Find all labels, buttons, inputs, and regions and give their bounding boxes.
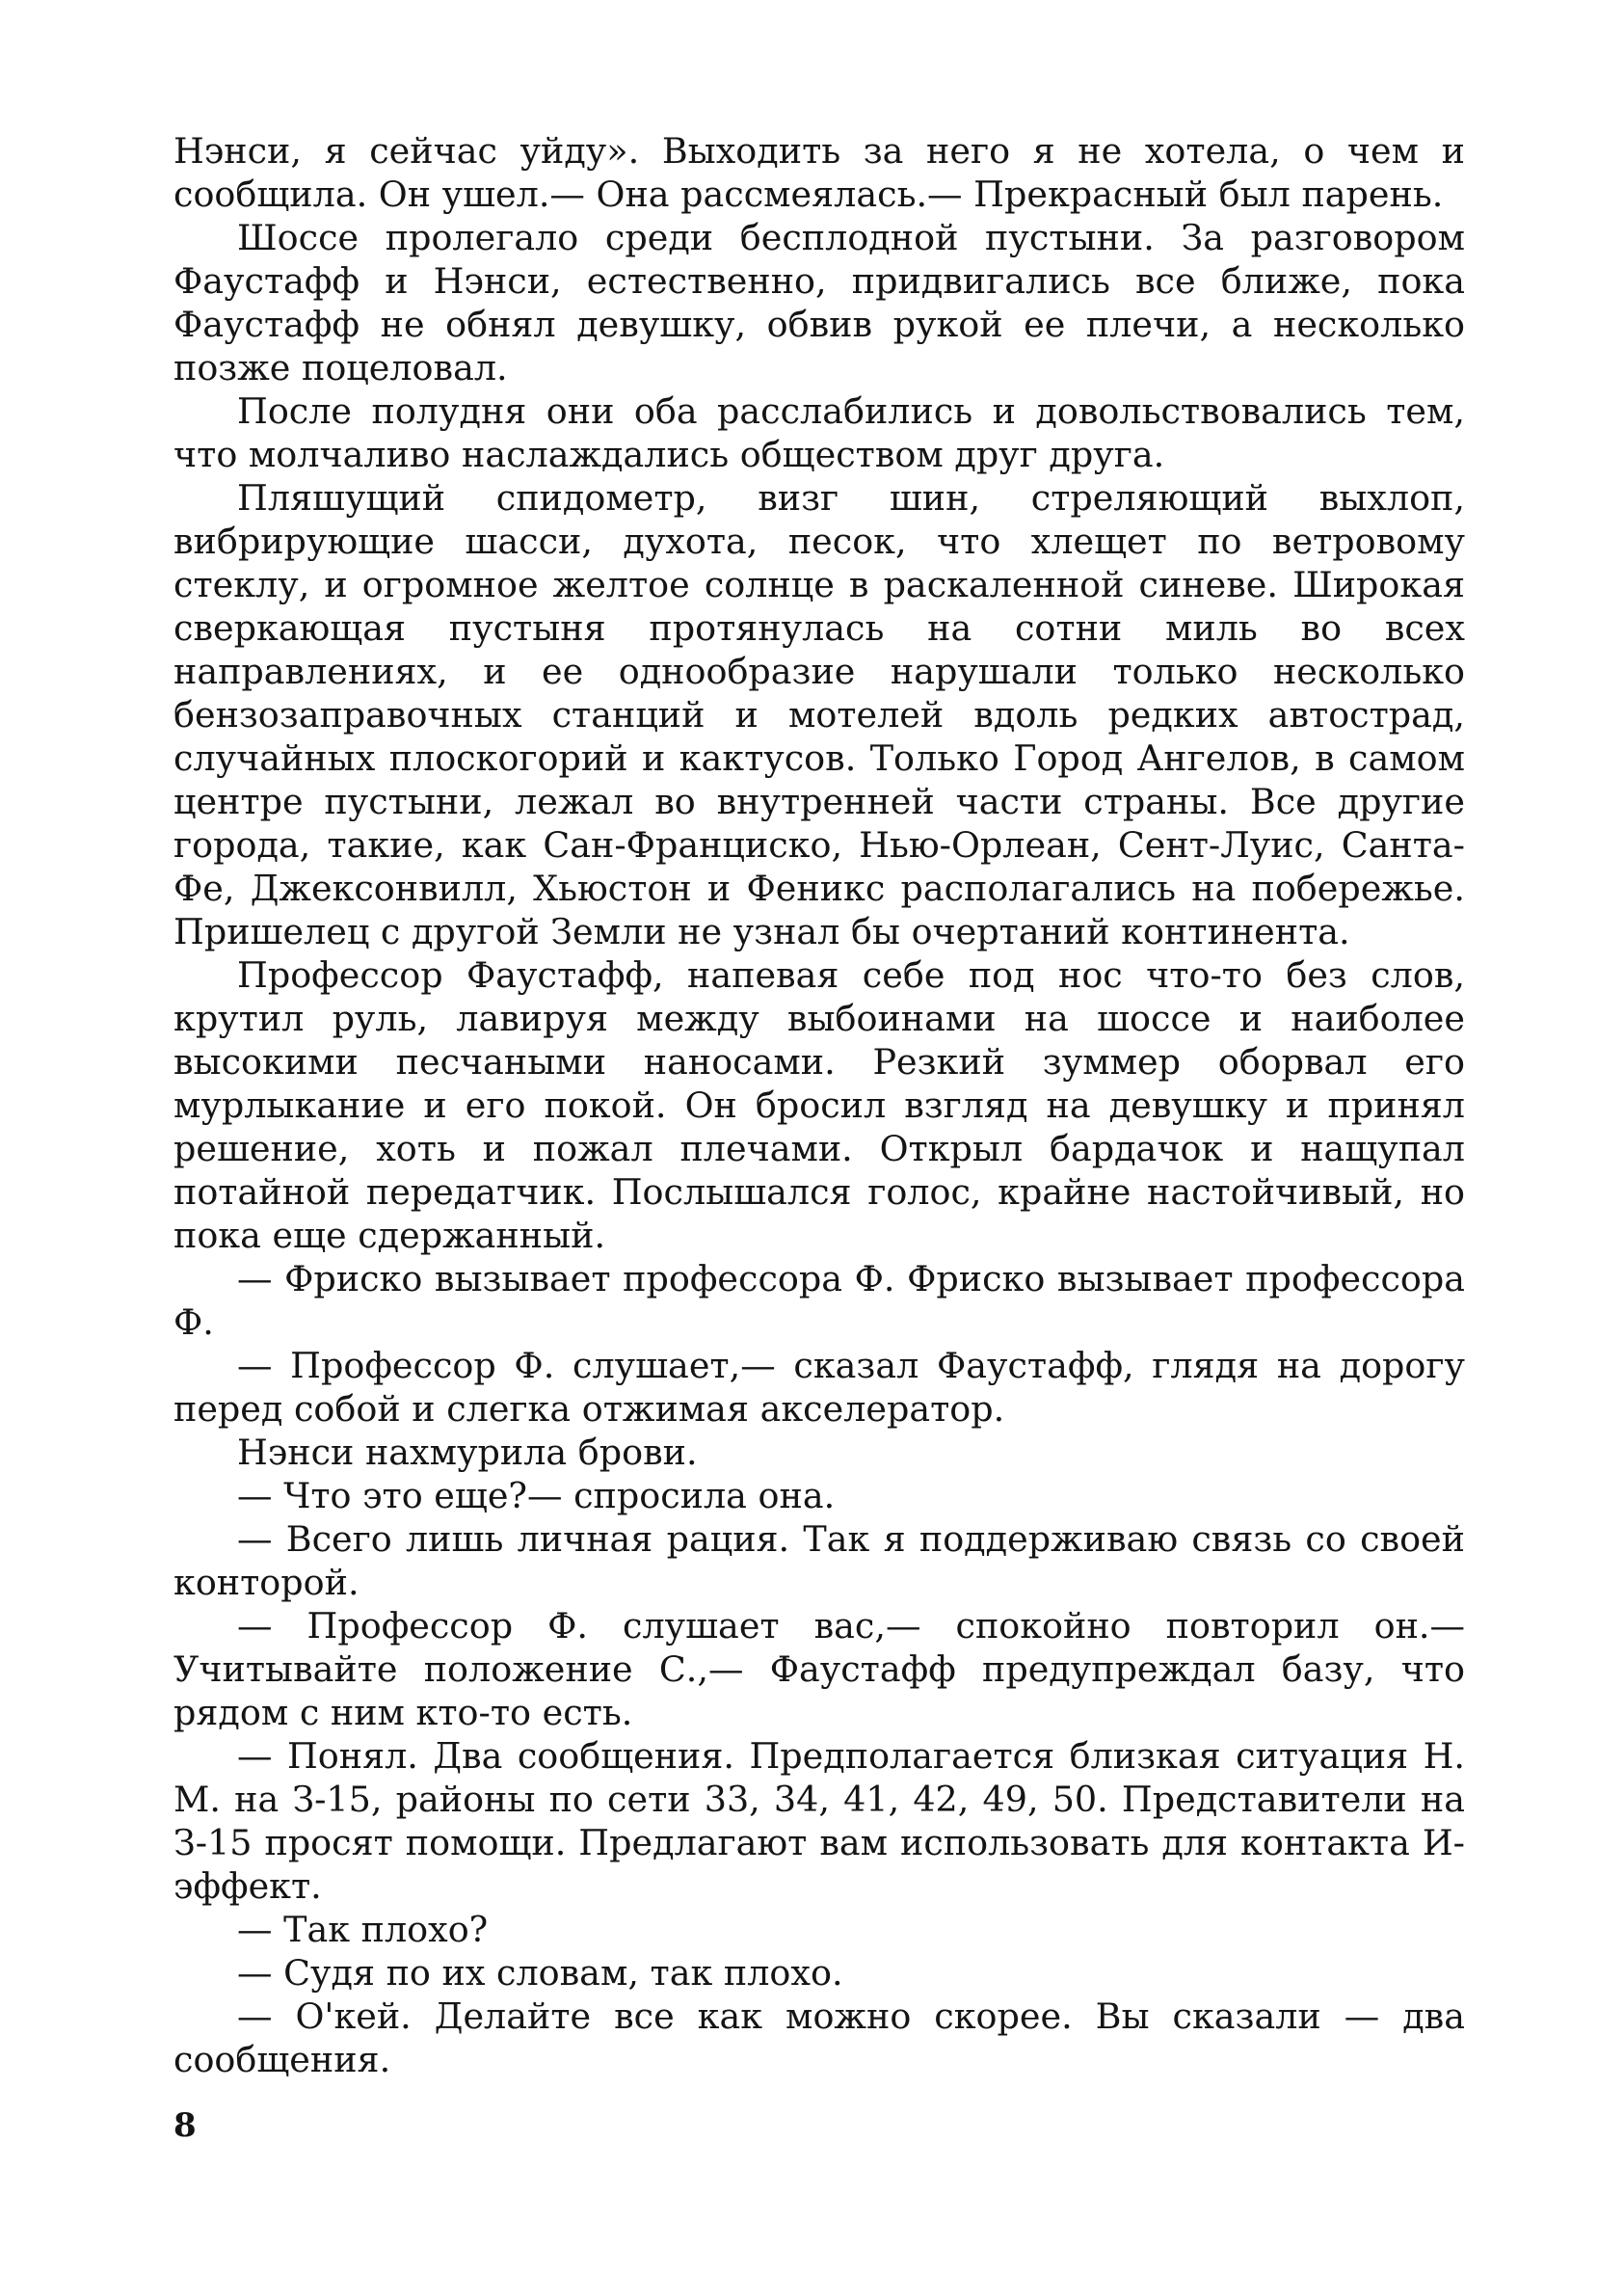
dialogue-line: — Профессор Ф. слушает,— сказал Фаустафф, глядя на дорогу перед собой и слегка отжимая акселератор. <box>173 1345 1465 1430</box>
dialogue-line: — Фриско вызывает профессора Ф. Фриско вызывает профессора Ф. <box>173 1258 1465 1343</box>
paragraph-continuation: Нэнси, я сейчас уйду». Выходить за него я не хотела, о чем и сообщила. Он ушел.— Она рассмеялась.— Прекрасный был парень. <box>173 130 1465 215</box>
dialogue-line: — Так плохо? <box>237 1909 489 1950</box>
body-text <box>173 129 1465 2081</box>
paragraph: Шоссе пролегало среди бесплодной пустыни. За разговором Фаустафф и Нэнси, естественно, придвигались все ближе, пока Фаустафф не обнял девушку, обвив рукой ее плечи, а несколько позже поцеловал. <box>173 217 1465 388</box>
dialogue-line: — Всего лишь личная рация. Так я поддерживаю связь со своей конторой. <box>173 1518 1465 1603</box>
dialogue-line: — О'кей. Делайте все как можно скорее. Вы сказали — два сообщения. <box>173 1995 1465 2080</box>
dialogue-line: — Что это еще?— спросила она. <box>237 1475 836 1516</box>
page-number: 8 <box>173 2106 197 2145</box>
paragraph: После полудня они оба расслабились и довольствовались тем, что молчаливо наслаждались обществом друг друга. <box>173 390 1465 475</box>
dialogue-line: — Понял. Два сообщения. Предполагается близкая ситуация Н. М. на З-15, районы по сети 33, 34, 41, 42, 49, 50. Представители на З-15 просят помощи. Предлагают вам использовать для контакта И-эффект. <box>173 1735 1465 1907</box>
dialogue-line: — Судя по их словам, так плохо. <box>237 1952 843 1994</box>
dialogue-line: — Профессор Ф. слушает вас,— спокойно повторил он.— Учитывайте положение С.,— Фаустафф предупреждал базу, что рядом с ним кто-то есть. <box>173 1605 1465 1733</box>
paragraph: Профессор Фаустафф, напевая себе под нос что-то без слов, крутил руль, лавируя между выбоинами на шоссе и наиболее высокими песчаными наносами. Резкий зуммер оборвал его мурлыкание и его покой. Он бросил взгляд на девушку и принял решение, хоть и пожал плечами. Открыл бардачок и нащупал потайной передатчик. Послышался голос, крайне настойчивый, но пока еще сдержанный. <box>173 954 1465 1256</box>
paragraph: Пляшущий спидометр, визг шин, стреляющий выхлоп, вибрирующие шасси, духота, песок, что хлещет по ветровому стеклу, и огромное желтое солнце в раскаленной синеве. Широкая сверкающая пустыня протянулась на сотни миль во всех направлениях, и ее однообразие нарушали только несколько бензозаправочных станций и мотелей вдоль редких автострад, случайных плоскогорий и кактусов. Только Город Ангелов, в самом центре пустыни, лежал во внутренней части страны. Все другие города, такие, как Сан-Франциско, Нью-Орлеан, Сент-Луис, Санта-Фе, Джексонвилл, Хьюстон и Феникс располагались на побережье. Пришелец с другой Земли не узнал бы очертаний континента. <box>173 477 1465 952</box>
paragraph: Нэнси нахмурила брови. <box>237 1432 698 1473</box>
